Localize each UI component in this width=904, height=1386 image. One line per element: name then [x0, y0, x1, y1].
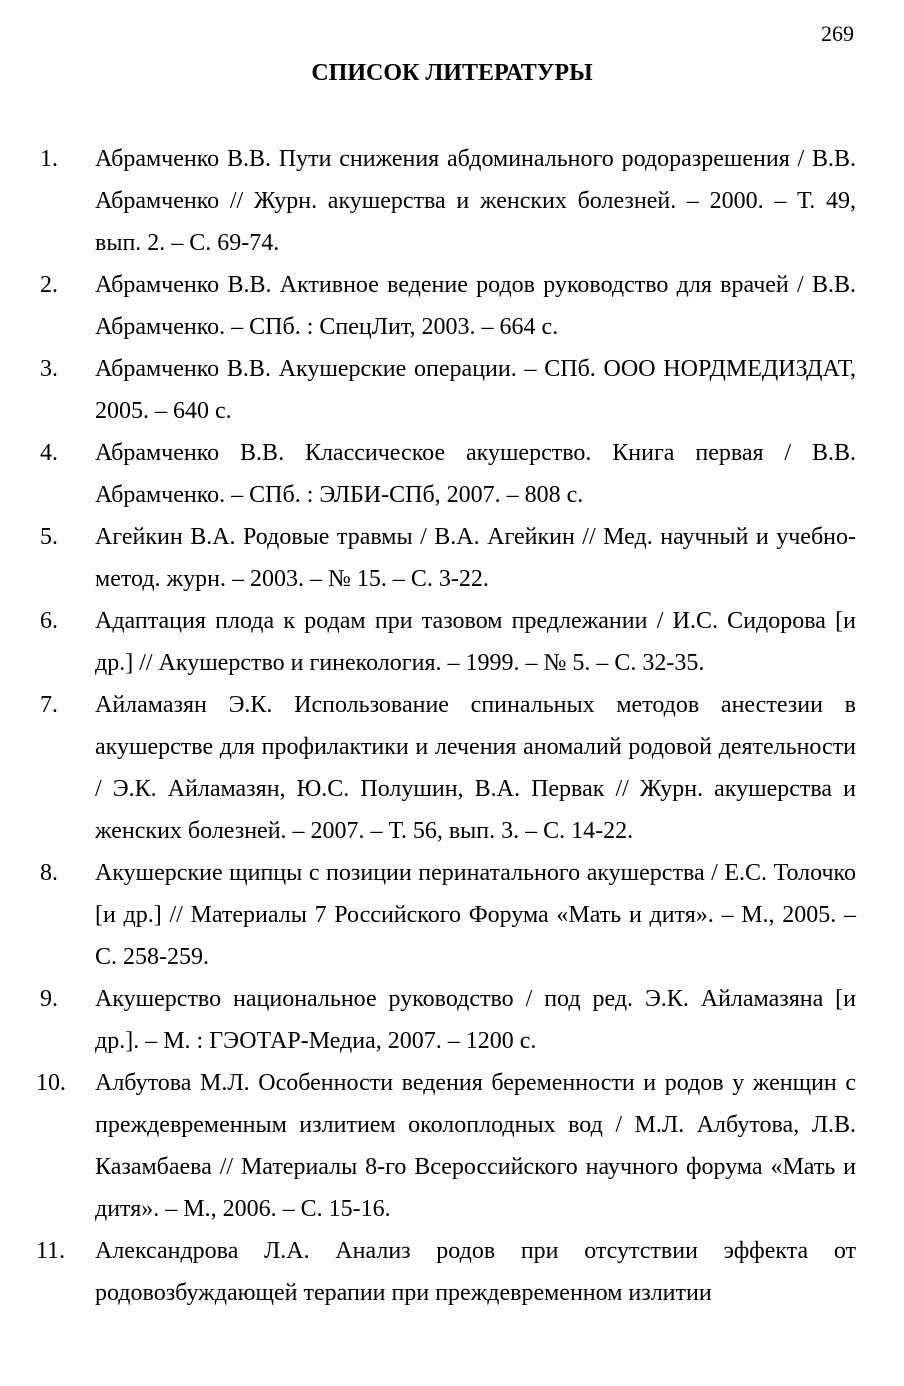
reference-item	[0, 264, 904, 348]
reference-text: Абрамченко В.В. Пути снижения абдоминального родоразрешения / В.В. Абрамченко // Журн. акушерства и женских болезней. – 2000. – Т. 49, вып. 2. – С. 69-74.	[95, 146, 856, 256]
reference-item	[0, 852, 904, 978]
reference-text: Александрова Л.А. Анализ родов при отсутствии эффекта от родовозбуждающей терапии при преждевременном излитии	[95, 1238, 856, 1306]
reference-text: Албутова М.Л. Особенности ведения беременности и родов у женщин с преждевременным излитием околоплодных вод / М.Л. Албутова, Л.В. Казамбаева // Материалы 8-го Всероссийского научного форума «Мать и дитя». – М., 2006. – С. 15-16.	[95, 1070, 856, 1222]
reference-number: 8.	[40, 860, 58, 886]
reference-number: 11.	[36, 1238, 66, 1264]
reference-text: Акушерство национальное руководство / под ред. Э.К. Айламазяна [и др.]. – М. : ГЭОТАР-Медиа, 2007. – 1200 с.	[95, 986, 856, 1054]
reference-item	[0, 1062, 904, 1230]
reference-text: Адаптация плода к родам при тазовом предлежании / И.С. Сидорова [и др.] // Акушерство и гинекология. – 1999. – № 5. – С. 32-35.	[95, 608, 856, 676]
page-title: СПИСОК ЛИТЕРАТУРЫ	[311, 60, 593, 86]
reference-text: Абрамченко В.В. Классическое акушерство. Книга первая / В.В. Абрамченко. – СПб. : ЭЛБИ-СПб, 2007. – 808 с.	[95, 440, 856, 508]
reference-number: 1.	[40, 146, 58, 172]
reference-item	[0, 516, 904, 600]
reference-item	[0, 684, 904, 852]
reference-item	[0, 432, 904, 516]
reference-number: 6.	[40, 608, 58, 634]
reference-text: Айламазян Э.К. Использование спинальных методов анестезии в акушерстве для профилактики и лечения аномалий родовой деятельности / Э.К. Айламазян, Ю.С. Полушин, В.А. Первак // Журн. акушерства и женских болезней. – 2007. – Т. 56, вып. 3. – С. 14-22.	[95, 692, 856, 844]
reference-number: 5.	[40, 524, 58, 550]
reference-list	[0, 138, 904, 1314]
reference-item	[0, 1230, 904, 1314]
reference-number: 9.	[40, 986, 58, 1012]
reference-number: 4.	[40, 440, 58, 466]
reference-number: 7.	[40, 692, 58, 718]
reference-number: 3.	[40, 356, 58, 382]
reference-item	[0, 600, 904, 684]
reference-text: Акушерские щипцы с позиции перинатального акушерства / Е.С. Толочко [и др.] // Материалы 7 Российского Форума «Мать и дитя». – М., 2005. – С. 258-259.	[95, 860, 856, 970]
reference-item	[0, 138, 904, 264]
page-number: 269	[821, 21, 854, 46]
reference-number: 10.	[36, 1070, 66, 1096]
reference-number: 2.	[40, 272, 58, 298]
reference-text: Абрамченко В.В. Акушерские операции. – СПб. ООО НОРДМЕДИЗДАТ, 2005. – 640 с.	[95, 356, 856, 424]
reference-text: Абрамченко В.В. Активное ведение родов руководство для врачей / В.В. Абрамченко. – СПб. : СпецЛит, 2003. – 664 с.	[95, 272, 856, 340]
reference-item	[0, 348, 904, 432]
reference-item	[0, 978, 904, 1062]
reference-text: Агейкин В.А. Родовые травмы / В.А. Агейкин // Мед. научный и учебно-метод. журн. – 2003. – № 15. – С. 3-22.	[95, 524, 856, 592]
